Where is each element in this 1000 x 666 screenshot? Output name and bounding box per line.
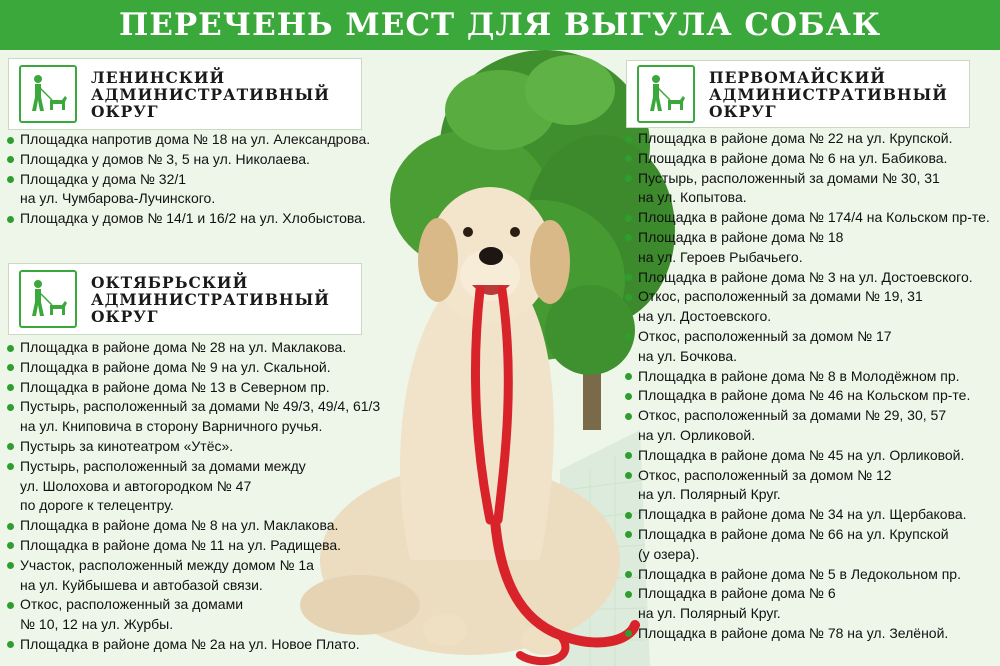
place-text-line: (у озера). [638,545,700,562]
place-list-item [624,169,990,209]
place-list-item [624,584,990,624]
place-text-line: Откос, расположенный за домом № 17 [638,327,892,344]
place-text-line: Откос, расположенный за домами [20,596,244,613]
place-list-item [6,457,380,516]
place-list-item [624,466,990,506]
place-text-line: Площадка в районе дома № 78 на ул. Зелёной. [638,624,949,641]
place-list-item [6,536,380,556]
place-list-item [624,565,990,585]
place-text-line: Площадка в районе дома № 28 на ул. Маклакова. [20,339,347,355]
place-text-line: Площадка в районе дома № 66 на ул. Крупской [638,525,949,542]
place-text-line: Площадка в районе дома № 18 [638,228,844,245]
place-list-item [624,228,990,268]
place-text-line: на ул. Куйбышева и автобазой связи. [20,576,263,593]
place-text-line: Площадка в районе дома № 9 на ул. Скальной. [20,358,331,375]
place-list-item [624,386,990,406]
district-name-line: АДМИНИСТРАТИВНЫЙ [709,84,948,104]
place-text-line: на ул. Достоевского. [638,308,772,325]
place-text-line: Площадка в районе дома № 6 на ул. Бабикова. [638,149,948,166]
place-text-line: Площадка у дома № 32/1 [20,170,187,187]
district-header-leninsky [8,58,362,130]
place-text-line: Площадка у домов № 3, 5 на ул. Николаева. [20,150,310,167]
place-list-item [6,635,380,655]
place-text-line: Площадка в районе дома № 46 на Кольском пр-те. [638,387,971,404]
place-text-line: по дороге к телецентру. [20,497,174,514]
place-list-item [6,209,370,229]
place-text-line: Участок, расположенный между домом № 1а [20,556,314,573]
place-text-line: на ул. Копытова. [638,189,747,206]
place-text-line: Площадка в районе дома № 8 на ул. Маклакова. [20,517,339,534]
district-name-pervomaisky [709,69,948,120]
place-list-item [6,437,380,457]
place-text-line: Площадка в районе дома № 11 на ул. Радищева. [20,536,342,553]
places-list-leninsky [6,130,370,229]
place-list-item [6,556,380,596]
place-text-line: Площадка в районе дома № 13 в Северном пр. [20,378,330,395]
district-name-line: ОКРУГ [91,306,159,326]
place-text-line: на ул. Чумбарова-Лучинского. [20,190,216,207]
place-text-line: Площадка в районе дома № 6 [638,585,836,602]
district-name-leninsky [91,69,330,120]
place-text-line: Площадка в районе дома № 45 на ул. Орликовой. [638,446,965,463]
place-text-line: Пустырь за кинотеатром «Утёс». [20,437,234,454]
place-text-line: Площадка в районе дома № 34 на ул. Щербакова. [638,506,967,523]
place-list-item [624,129,990,149]
place-text-line: Площадка напротив дома № 18 на ул. Александрова. [20,131,371,147]
place-list-item [6,130,370,150]
place-list-item [6,170,370,210]
place-list-item [6,397,380,437]
place-text-line: Площадка в районе дома № 174/4 на Кольском пр-те. [638,209,990,226]
place-text-line: Площадка в районе дома № 2а на ул. Новое Плато. [20,635,360,652]
dog-walker-icon [637,65,695,123]
district-name-line: ПЕРВОМАЙСКИЙ [709,67,886,87]
place-list-item [624,268,990,288]
place-text-line: на ул. Орликовой. [638,426,756,443]
district-name-line: АДМИНИСТРАТИВНЫЙ [91,289,330,309]
place-list-item [6,150,370,170]
place-list-item [624,446,990,466]
district-name-line: ЛЕНИНСКИЙ [91,67,226,87]
place-list-item [6,595,380,635]
place-text-line: Пустырь, расположенный за домами между [20,457,306,474]
place-list-item [624,208,990,228]
place-text-line: на ул. Полярный Круг. [638,605,781,622]
place-text-line: на ул. Героев Рыбачьего. [638,248,803,265]
place-text-line: Площадка в районе дома № 5 в Ледокольном пр. [638,565,961,582]
district-name-line: ОКРУГ [709,101,777,121]
dog-walker-icon [19,65,77,123]
place-text-line: Площадка в районе дома № 22 на ул. Крупской. [638,130,953,146]
district-name-line: ОКРУГ [91,101,159,121]
place-list-item [624,406,990,446]
places-list-oktyabrsky [6,338,380,655]
dog-walker-icon [19,270,77,328]
place-list-item [624,149,990,169]
place-text-line: Откос, расположенный за домом № 12 [638,466,892,483]
place-text-line: № 10, 12 на ул. Журбы. [20,616,174,633]
place-list-item [624,287,990,327]
place-list-item [624,505,990,525]
place-list-item [624,367,990,387]
place-list-item [624,525,990,565]
place-list-item [624,327,990,367]
district-name-line: АДМИНИСТРАТИВНЫЙ [91,84,330,104]
place-list-item [6,358,380,378]
place-text-line: на ул. Полярный Круг. [638,486,781,503]
place-text-line: на ул. Книповича в сторону Варничного ручья. [20,418,323,435]
place-list-item [6,516,380,536]
place-text-line: Откос, расположенный за домами № 29, 30, 57 [638,407,947,424]
place-list-item [6,378,380,398]
place-text-line: Пустырь, расположенный за домами № 30, 31 [638,169,940,186]
district-name-oktyabrsky [91,274,330,325]
place-text-line: Площадка в районе дома № 3 на ул. Достоевского. [638,268,973,285]
place-text-line: ул. Шолохова и автогородком № 47 [20,477,252,494]
places-list-pervomaisky [624,129,990,644]
place-text-line: Площадка в районе дома № 8 в Молодёжном пр. [638,367,960,384]
place-text-line: Площадка у домов № 14/1 и 16/2 на ул. Хлобыстова. [20,210,366,227]
district-name-line: ОКТЯБРЬСКИЙ [91,272,249,292]
place-text-line: на ул. Бочкова. [638,347,738,364]
place-text-line: Откос, расположенный за домами № 19, 31 [638,288,923,305]
district-header-pervomaisky [626,60,970,128]
page-title: ПЕРЕЧЕНЬ МЕСТ ДЛЯ ВЫГУЛА СОБАК [0,0,1000,50]
district-header-oktyabrsky [8,263,362,335]
place-list-item [624,624,990,644]
place-text-line: Пустырь, расположенный за домами № 49/3, 49/4, 61/3 [20,398,381,415]
place-list-item [6,338,380,358]
